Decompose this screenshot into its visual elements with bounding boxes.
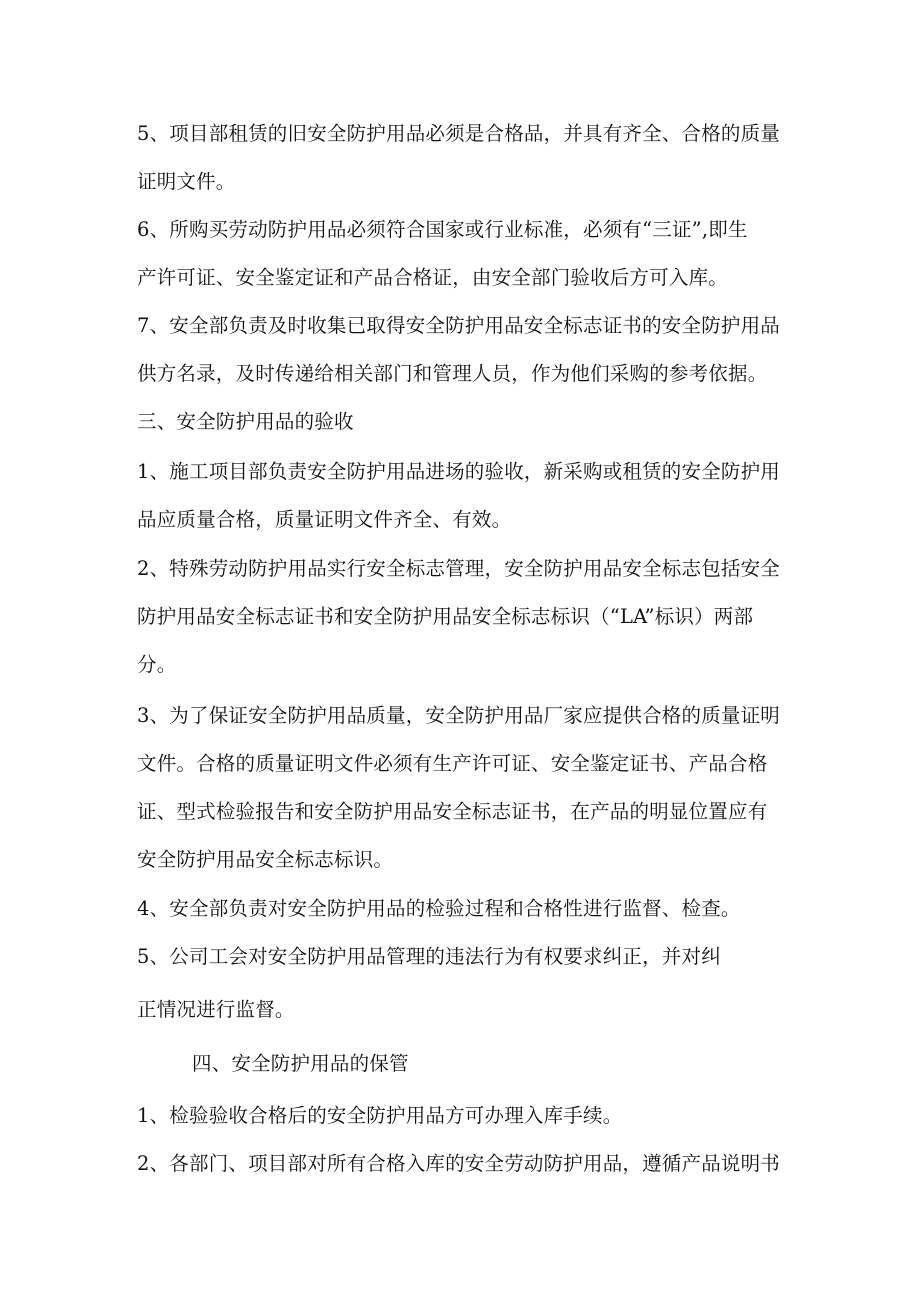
section-3-item-1-line-1: 1、施工项目部负责安全防护用品进场的验收，新采购或租赁的安全防护用	[137, 460, 781, 483]
paragraph-5-rental-line-2: 证明文件。	[137, 170, 236, 193]
section-4-item-2-line-1: 2、各部门、项目部对所有合格入库的安全劳动防护用品，遵循产品说明书	[137, 1152, 781, 1175]
section-3-item-5-line-1: 5、公司工会对安全防护用品管理的违法行为有权要求纠正，并对纠	[137, 945, 721, 968]
section-3-item-2-line-3: 分。	[137, 653, 177, 676]
section-3-item-1-line-2: 品应质量合格，质量证明文件齐全、有效。	[137, 508, 512, 531]
section-3-item-5-line-2: 正情况进行监督。	[137, 998, 295, 1021]
section-3-item-4: 4、安全部负责对安全防护用品的检验过程和合格性进行监督、检查。	[137, 897, 741, 920]
paragraph-6-purchase-line-1: 6、所购买劳动防护用品必须符合国家或行业标准，必须有“三证”,即生	[137, 218, 748, 241]
section-4-item-1: 1、检验验收合格后的安全防护用品方可办理入库手续。	[137, 1104, 623, 1127]
section-3-item-3-line-4: 安全防护用品安全标志标识。	[137, 848, 394, 871]
section-3-item-3-line-3: 证、型式检验报告和安全防护用品安全标志证书，在产品的明显位置应有	[137, 800, 768, 823]
section-3-item-3-line-1: 3、为了保证安全防护用品质量，安全防护用品厂家应提供合格的质量证明	[137, 704, 781, 727]
section-3-item-2-line-2: 防护用品安全标志证书和安全防护用品安全标志标识（“LA”标识）两部	[137, 605, 754, 628]
paragraph-6-purchase-line-2: 产许可证、安全鉴定证和产品合格证，由安全部门验收后方可入库。	[137, 266, 729, 289]
paragraph-7-supplier-line-1: 7、安全部负责及时收集已取得安全防护用品安全标志证书的安全防护用品	[137, 314, 781, 337]
paragraph-5-rental-line-1: 5、项目部租赁的旧安全防护用品必须是合格品，并具有齐全、合格的质量	[137, 122, 781, 145]
section-3-item-3-line-2: 文件。合格的质量证明文件必须有生产许可证、安全鉴定证书、产品合格	[137, 752, 768, 775]
section-4-heading: 四、安全防护用品的保管	[192, 1052, 409, 1075]
section-3-item-2-line-1: 2、特殊劳动防护用品实行安全标志管理，安全防护用品安全标志包括安全	[137, 557, 781, 580]
paragraph-7-supplier-line-2: 供方名录，及时传递给相关部门和管理人员，作为他们采购的参考依据。	[137, 362, 768, 385]
section-3-heading: 三、安全防护用品的验收	[137, 410, 354, 433]
